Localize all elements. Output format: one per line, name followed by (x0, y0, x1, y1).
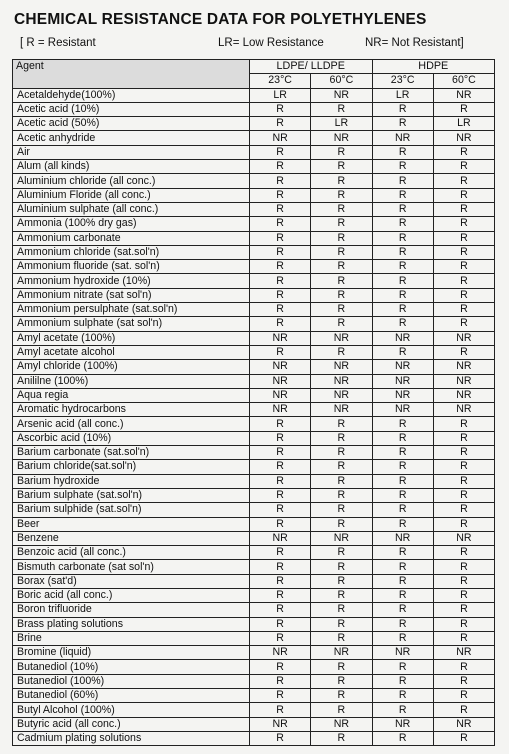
agent-name-cell: Boron trifluoride (13, 603, 250, 617)
rating-cell: NR (250, 388, 311, 402)
agent-name-cell: Barium hydroxide (13, 474, 250, 488)
rating-cell: NR (433, 403, 494, 417)
rating-cell: R (250, 574, 311, 588)
rating-cell: R (372, 446, 433, 460)
rating-cell: R (250, 731, 311, 745)
rating-cell: R (433, 503, 494, 517)
agent-name-cell: Barium chloride(sat.sol'n) (13, 460, 250, 474)
rating-cell: LR (250, 88, 311, 102)
rating-cell: R (311, 446, 372, 460)
table-row (13, 689, 495, 703)
rating-cell: R (372, 217, 433, 231)
table-row (13, 646, 495, 660)
rating-cell: R (311, 345, 372, 359)
rating-cell: NR (433, 360, 494, 374)
rating-cell: R (433, 446, 494, 460)
rating-cell: R (311, 417, 372, 431)
rating-cell: R (311, 731, 372, 745)
rating-cell: NR (311, 88, 372, 102)
agent-column-header: Agent (13, 60, 250, 89)
rating-cell: R (311, 202, 372, 216)
rating-cell: NR (250, 403, 311, 417)
rating-cell: R (250, 703, 311, 717)
agent-name-cell: Brine (13, 631, 250, 645)
rating-cell: R (372, 703, 433, 717)
rating-cell: R (372, 145, 433, 159)
table-row (13, 446, 495, 460)
rating-cell: R (250, 160, 311, 174)
table-row (13, 674, 495, 688)
rating-cell: R (311, 245, 372, 259)
agent-name-cell: Acetic acid (10%) (13, 102, 250, 116)
agent-name-cell: Amyl acetate (100%) (13, 331, 250, 345)
table-row (13, 431, 495, 445)
rating-cell: R (250, 546, 311, 560)
rating-cell: R (372, 260, 433, 274)
rating-cell: R (433, 474, 494, 488)
table-row (13, 603, 495, 617)
table-row (13, 288, 495, 302)
rating-cell: R (250, 274, 311, 288)
rating-cell: R (250, 288, 311, 302)
table-row (13, 317, 495, 331)
rating-cell: R (372, 474, 433, 488)
agent-name-cell: Anililne (100%) (13, 374, 250, 388)
table-row (13, 717, 495, 731)
rating-cell: R (433, 517, 494, 531)
rating-cell: NR (372, 131, 433, 145)
rating-cell: R (311, 703, 372, 717)
rating-cell: R (372, 560, 433, 574)
rating-cell: R (433, 174, 494, 188)
table-row (13, 260, 495, 274)
rating-cell: R (311, 188, 372, 202)
legend-not-resistant: NR= Not Resistant] (365, 37, 464, 49)
rating-cell: R (250, 117, 311, 131)
rating-cell: R (372, 431, 433, 445)
rating-cell: R (372, 488, 433, 502)
table-row (13, 117, 495, 131)
agent-name-cell: Beer (13, 517, 250, 531)
rating-cell: R (433, 703, 494, 717)
rating-cell: R (372, 546, 433, 560)
agent-name-cell: Butyric acid (all conc.) (13, 717, 250, 731)
rating-cell: R (433, 345, 494, 359)
agent-name-cell: Aluminium chloride (all conc.) (13, 174, 250, 188)
rating-cell: R (433, 560, 494, 574)
temp-header: 23°C (250, 74, 311, 88)
rating-cell: NR (311, 388, 372, 402)
agent-name-cell: Ammonium fluoride (sat. sol'n) (13, 260, 250, 274)
agent-name-cell: Acetic acid (50%) (13, 117, 250, 131)
rating-cell: R (433, 160, 494, 174)
rating-cell: R (311, 145, 372, 159)
rating-cell: R (372, 288, 433, 302)
hdpe-group-header: HDPE (372, 60, 495, 74)
rating-cell: NR (372, 646, 433, 660)
table-row (13, 617, 495, 631)
legend (0, 37, 509, 53)
rating-cell: NR (311, 374, 372, 388)
rating-cell: R (311, 574, 372, 588)
table-row (13, 102, 495, 116)
rating-cell: R (250, 617, 311, 631)
agent-name-cell: Amyl chloride (100%) (13, 360, 250, 374)
agent-name-cell: Acetic anhydride (13, 131, 250, 145)
rating-cell: R (433, 231, 494, 245)
rating-cell: R (433, 417, 494, 431)
rating-cell: LR (372, 88, 433, 102)
rating-cell: R (311, 560, 372, 574)
table-row (13, 188, 495, 202)
rating-cell: R (433, 588, 494, 602)
table-row (13, 574, 495, 588)
rating-cell: NR (433, 331, 494, 345)
rating-cell: R (433, 260, 494, 274)
rating-cell: R (433, 431, 494, 445)
agent-name-cell: Butyl Alcohol (100%) (13, 703, 250, 717)
rating-cell: NR (433, 717, 494, 731)
rating-cell: R (250, 317, 311, 331)
rating-cell: LR (433, 117, 494, 131)
rating-cell: R (372, 117, 433, 131)
table-row (13, 360, 495, 374)
table-row (13, 560, 495, 574)
rating-cell: R (311, 217, 372, 231)
ldpe-group-header: LDPE/ LLDPE (250, 60, 373, 74)
rating-cell: R (372, 174, 433, 188)
table-row (13, 131, 495, 145)
rating-cell: R (250, 202, 311, 216)
agent-name-cell: Butanediol (60%) (13, 689, 250, 703)
table-row (13, 88, 495, 102)
agent-name-cell: Butanediol (100%) (13, 674, 250, 688)
rating-cell: R (311, 660, 372, 674)
rating-cell: R (372, 303, 433, 317)
rating-cell: R (433, 689, 494, 703)
agent-name-cell: Barium sulphate (sat.sol'n) (13, 488, 250, 502)
rating-cell: R (433, 488, 494, 502)
rating-cell: R (433, 202, 494, 216)
rating-cell: R (433, 317, 494, 331)
rating-cell: R (311, 588, 372, 602)
rating-cell: NR (250, 717, 311, 731)
rating-cell: R (250, 174, 311, 188)
table-row (13, 174, 495, 188)
table-row (13, 660, 495, 674)
rating-cell: R (433, 102, 494, 116)
agent-name-cell: Cadmium plating solutions (13, 731, 250, 745)
agent-name-cell: Arsenic acid (all conc.) (13, 417, 250, 431)
rating-cell: R (311, 631, 372, 645)
rating-cell: R (250, 303, 311, 317)
table-row (13, 303, 495, 317)
rating-cell: R (372, 503, 433, 517)
rating-cell: R (372, 689, 433, 703)
agent-name-cell: Barium sulphide (sat.sol'n) (13, 503, 250, 517)
table-row (13, 403, 495, 417)
rating-cell: R (250, 145, 311, 159)
rating-cell: R (311, 674, 372, 688)
legend-low-resistance: LR= Low Resistance (218, 37, 324, 49)
agent-name-cell: Ammonium nitrate (sat sol'n) (13, 288, 250, 302)
table-row (13, 474, 495, 488)
rating-cell: R (250, 474, 311, 488)
rating-cell: R (250, 417, 311, 431)
rating-cell: R (372, 674, 433, 688)
rating-cell: NR (311, 360, 372, 374)
rating-cell: R (311, 488, 372, 502)
document-title: CHEMICAL RESISTANCE DATA FOR POLYETHYLENES (14, 11, 427, 28)
rating-cell: R (250, 689, 311, 703)
rating-cell: R (372, 517, 433, 531)
rating-cell: R (311, 546, 372, 560)
rating-cell: NR (372, 403, 433, 417)
legend-resistant: [ R = Resistant (20, 37, 96, 49)
rating-cell: NR (311, 403, 372, 417)
agent-name-cell: Aluminium Floride (all conc.) (13, 188, 250, 202)
rating-cell: NR (250, 374, 311, 388)
rating-cell: R (372, 231, 433, 245)
table-row (13, 417, 495, 431)
rating-cell: NR (311, 531, 372, 545)
agent-name-cell: Ammonium chloride (sat.sol'n) (13, 245, 250, 259)
table-row (13, 331, 495, 345)
table-row (13, 345, 495, 359)
agent-name-cell: Ammonia (100% dry gas) (13, 217, 250, 231)
temp-header: 23°C (372, 74, 433, 88)
rating-cell: R (372, 617, 433, 631)
rating-cell: R (250, 488, 311, 502)
rating-cell: R (433, 245, 494, 259)
agent-name-cell: Benzoic acid (all conc.) (13, 546, 250, 560)
rating-cell: NR (433, 88, 494, 102)
table-row (13, 631, 495, 645)
rating-cell: R (250, 560, 311, 574)
rating-cell: R (311, 288, 372, 302)
rating-cell: NR (372, 388, 433, 402)
agent-name-cell: Brass plating solutions (13, 617, 250, 631)
rating-cell: NR (311, 131, 372, 145)
rating-cell: R (311, 617, 372, 631)
rating-cell: R (372, 631, 433, 645)
rating-cell: R (433, 188, 494, 202)
agent-name-cell: Aromatic hydrocarbons (13, 403, 250, 417)
agent-name-cell: Ascorbic acid (10%) (13, 431, 250, 445)
rating-cell: NR (372, 717, 433, 731)
rating-cell: NR (433, 531, 494, 545)
rating-cell: NR (433, 131, 494, 145)
rating-cell: R (311, 460, 372, 474)
rating-cell: R (311, 317, 372, 331)
rating-cell: R (311, 517, 372, 531)
table-row (13, 388, 495, 402)
table-row (13, 217, 495, 231)
rating-cell: NR (372, 360, 433, 374)
rating-cell: R (433, 574, 494, 588)
agent-name-cell: Butanediol (10%) (13, 660, 250, 674)
rating-cell: R (311, 689, 372, 703)
rating-cell: R (372, 660, 433, 674)
agent-name-cell: Ammonium persulphate (sat.sol'n) (13, 303, 250, 317)
rating-cell: NR (433, 388, 494, 402)
agent-name-cell: Ammonium hydroxide (10%) (13, 274, 250, 288)
rating-cell: R (250, 260, 311, 274)
table-row (13, 460, 495, 474)
rating-cell: R (372, 345, 433, 359)
rating-cell: R (250, 517, 311, 531)
rating-cell: R (433, 731, 494, 745)
rating-cell: R (433, 631, 494, 645)
table-row (13, 731, 495, 745)
rating-cell: R (311, 603, 372, 617)
table-row (13, 160, 495, 174)
rating-cell: NR (372, 531, 433, 545)
rating-cell: R (250, 188, 311, 202)
rating-cell: NR (372, 374, 433, 388)
resistance-table (12, 59, 495, 746)
rating-cell: R (372, 202, 433, 216)
rating-cell: R (433, 617, 494, 631)
agent-name-cell: Ammonium carbonate (13, 231, 250, 245)
rating-cell: R (311, 102, 372, 116)
rating-cell: R (250, 460, 311, 474)
rating-cell: R (311, 503, 372, 517)
rating-cell: LR (311, 117, 372, 131)
rating-cell: R (433, 660, 494, 674)
table-row (13, 374, 495, 388)
rating-cell: R (311, 274, 372, 288)
agent-name-cell: Alum (all kinds) (13, 160, 250, 174)
rating-cell: R (433, 460, 494, 474)
rating-cell: NR (311, 331, 372, 345)
rating-cell: NR (250, 360, 311, 374)
rating-cell: NR (372, 331, 433, 345)
rating-cell: R (250, 102, 311, 116)
rating-cell: NR (250, 331, 311, 345)
rating-cell: R (433, 546, 494, 560)
rating-cell: NR (433, 646, 494, 660)
rating-cell: R (311, 231, 372, 245)
agent-name-cell: Amyl acetate alcohol (13, 345, 250, 359)
rating-cell: R (433, 145, 494, 159)
table-row (13, 546, 495, 560)
agent-name-cell: Air (13, 145, 250, 159)
rating-cell: R (372, 417, 433, 431)
rating-cell: NR (311, 646, 372, 660)
rating-cell: R (433, 603, 494, 617)
agent-name-cell: Acetaldehyde(100%) (13, 88, 250, 102)
table-row (13, 531, 495, 545)
rating-cell: R (372, 460, 433, 474)
rating-cell: NR (250, 646, 311, 660)
agent-name-cell: Ammonium sulphate (sat sol'n) (13, 317, 250, 331)
rating-cell: R (372, 102, 433, 116)
rating-cell: NR (250, 531, 311, 545)
rating-cell: R (433, 674, 494, 688)
temp-header: 60°C (311, 74, 372, 88)
agent-name-cell: Borax (sat'd) (13, 574, 250, 588)
rating-cell: R (250, 588, 311, 602)
temp-header: 60°C (433, 74, 494, 88)
rating-cell: R (372, 731, 433, 745)
rating-cell: R (433, 303, 494, 317)
rating-cell: R (311, 474, 372, 488)
rating-cell: R (250, 674, 311, 688)
rating-cell: R (433, 288, 494, 302)
rating-cell: R (372, 317, 433, 331)
agent-name-cell: Bromine (liquid) (13, 646, 250, 660)
table-row (13, 245, 495, 259)
rating-cell: R (250, 446, 311, 460)
table-body (13, 88, 495, 746)
rating-cell: R (372, 274, 433, 288)
rating-cell: R (250, 503, 311, 517)
rating-cell: R (250, 217, 311, 231)
rating-cell: R (433, 217, 494, 231)
rating-cell: R (250, 345, 311, 359)
rating-cell: NR (250, 131, 311, 145)
rating-cell: R (372, 188, 433, 202)
table-row (13, 588, 495, 602)
agent-name-cell: Aluminium sulphate (all conc.) (13, 202, 250, 216)
rating-cell: R (250, 431, 311, 445)
rating-cell: R (372, 245, 433, 259)
rating-cell: R (433, 274, 494, 288)
rating-cell: R (372, 588, 433, 602)
rating-cell: R (311, 431, 372, 445)
rating-cell: R (311, 160, 372, 174)
rating-cell: NR (433, 374, 494, 388)
table-row (13, 503, 495, 517)
agent-name-cell: Barium carbonate (sat.sol'n) (13, 446, 250, 460)
agent-name-cell: Bismuth carbonate (sat sol'n) (13, 560, 250, 574)
rating-cell: R (250, 245, 311, 259)
rating-cell: R (372, 574, 433, 588)
agent-name-cell: Aqua regia (13, 388, 250, 402)
table-row (13, 231, 495, 245)
rating-cell: R (311, 260, 372, 274)
table-row (13, 703, 495, 717)
rating-cell: R (250, 603, 311, 617)
rating-cell: R (250, 631, 311, 645)
table-row (13, 202, 495, 216)
agent-name-cell: Benzene (13, 531, 250, 545)
rating-cell: NR (311, 717, 372, 731)
rating-cell: R (311, 174, 372, 188)
rating-cell: R (250, 231, 311, 245)
table-row (13, 517, 495, 531)
rating-cell: R (311, 303, 372, 317)
table-row (13, 488, 495, 502)
rating-cell: R (372, 160, 433, 174)
table-row (13, 274, 495, 288)
rating-cell: R (372, 603, 433, 617)
table-row (13, 145, 495, 159)
rating-cell: R (250, 660, 311, 674)
agent-name-cell: Boric acid (all conc.) (13, 588, 250, 602)
